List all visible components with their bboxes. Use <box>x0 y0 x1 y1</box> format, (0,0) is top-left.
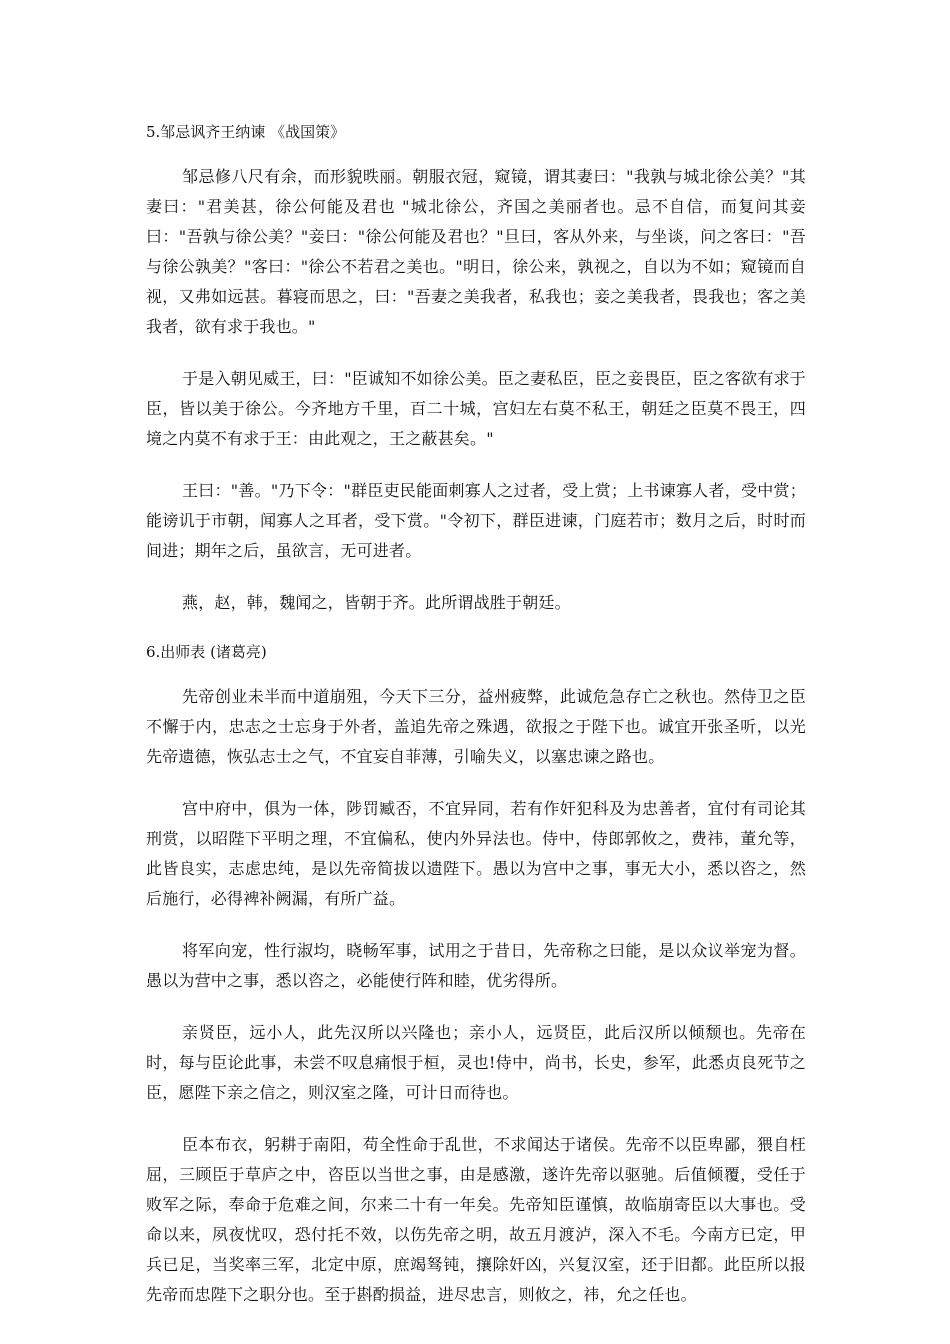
paragraph-chushibiao-2: 宫中府中，俱为一体，陟罚臧否，不宜异同，若有作奸犯科及为忠善者，宜付有司论其刑赏，以昭陛下平明之理，不宜偏私，使内外异法也。侍中，侍郎郭攸之，费祎，董允等，此皆良实，志虑忠纯，是以先帝简拔以遗陛下。愚以为宫中之事，事无大小，悉以咨之，然后施行，必得裨补阙漏，有所广益。 <box>146 799 806 908</box>
paragraph-chushibiao-4: 亲贤臣，远小人，此先汉所以兴隆也；亲小人，远贤臣，此后汉所以倾颓也。先帝在时，每与臣论此事，未尝不叹息痛恨于桓，灵也!侍中，尚书，长史，参军，此悉贞良死节之臣，愿陛下亲之信之，则汉室之隆，可计日而待也。 <box>146 1023 806 1102</box>
paragraph-zouji-1: 邹忌修八尺有余，而形貌昳丽。朝服衣冠，窥镜，谓其妻曰："我孰与城北徐公美？"其妻曰："君美甚，徐公何能及君也 "城北徐公，齐国之美丽者也。忌不自信，而复问其妾曰："吾孰与徐公美？"妾曰："徐公何能及君也？"旦曰，客从外来，与坐谈，问之客曰："吾与徐公孰美？"客曰："徐公不若君之美也。"明日，徐公来，孰视之，自以为不如；窥镜而自视，又弗如远甚。暮寝而思之，曰："吾妻之美我者，私我也；妾之美我者，畏我也；客之美我者，欲有求于我也。" <box>146 167 806 336</box>
paragraph-zouji-4: 燕，赵，韩，魏闻之，皆朝于齐。此所谓战胜于朝廷。 <box>182 593 571 612</box>
section-heading-zouji: 5.邹忌讽齐王纳谏 《战国策》 <box>146 123 346 141</box>
paragraph-zouji-2: 于是入朝见威王，曰："臣诚知不如徐公美。臣之妻私臣，臣之妾畏臣，臣之客欲有求于臣，皆以美于徐公。今齐地方千里，百二十城，宫妇左右莫不私王，朝廷之臣莫不畏王，四境之内莫不有求于王：由此观之，王之蔽甚矣。" <box>146 369 806 448</box>
paragraph-chushibiao-1: 先帝创业未半而中道崩殂，今天下三分，益州疲弊，此诚危急存亡之秋也。然侍卫之臣不懈于内，忠志之士忘身于外者，盖追先帝之殊遇，欲报之于陛下也。诚宜开张圣听，以光先帝遗德，恢弘志士之气，不宜妄自菲薄，引喻失义，以塞忠谏之路也。 <box>146 687 806 766</box>
section-heading-chushibiao: 6.出师表 (诸葛亮) <box>146 643 267 661</box>
paragraph-chushibiao-3: 将军向宠，性行淑均，晓畅军事，试用之于昔日，先帝称之曰能，是以众议举宠为督。愚以为营中之事，悉以咨之，必能使行阵和睦，优劣得所。 <box>146 941 806 990</box>
paragraph-zouji-3: 王曰："善。"乃下令："群臣吏民能面刺寡人之过者，受上赏；上书谏寡人者，受中赏；能谤讥于市朝，闻寡人之耳者，受下赏。"令初下，群臣进谏，门庭若市；数月之后，时时而间进；期年之后，虽欲言，无可进者。 <box>146 481 806 560</box>
paragraph-chushibiao-5: 臣本布衣，躬耕于南阳，苟全性命于乱世，不求闻达于诸侯。先帝不以臣卑鄙，猥自枉屈，三顾臣于草庐之中，咨臣以当世之事，由是感激，遂许先帝以驱驰。后值倾覆，受任于败军之际，奉命于危难之间，尔来二十有一年矣。先帝知臣谨慎，故临崩寄臣以大事也。受命以来，夙夜忧叹，恐付托不效，以伤先帝之明，故五月渡泸，深入不毛。今南方已定，甲兵已足，当奖率三军，北定中原，庶竭驽钝，攘除奸凶，兴复汉室，还于旧都。此臣所以报先帝而忠陛下之职分也。至于斟酌损益，进尽忠言，则攸之，祎，允之任也。 <box>146 1135 806 1304</box>
document-page <box>146 120 806 1332</box>
